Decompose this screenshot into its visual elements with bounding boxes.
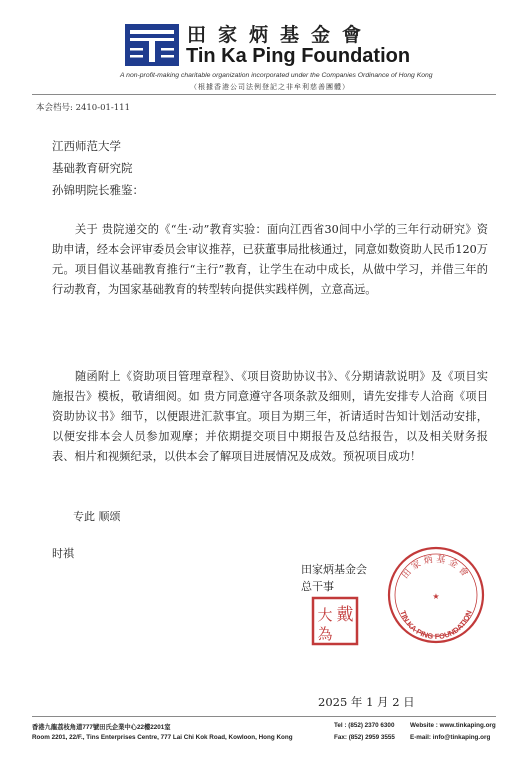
recipient-university: 江西师范大学 <box>52 139 121 153</box>
svg-text:TIN KA PING FOUNDATION: TIN KA PING FOUNDATION <box>398 609 474 642</box>
footer-email-link[interactable]: E-mail: info@tinkaping.org <box>410 734 491 741</box>
tagline-zh: （根據香港公司法例登記之非牟利慈善團體） <box>190 83 350 91</box>
foundation-name-zh: 田家炳基金會 <box>187 24 374 46</box>
foundation-logo-icon <box>125 24 179 66</box>
footer-tel: Tel : (852) 2370 6300 <box>334 722 395 729</box>
body-paragraph-2-text: 随函附上《资助项目管理章程》、《项目资助协议书》、《分期请款说明》及《项目实施报告》模板，敬请细阅。如 贵方同意遵守各项条款及细则，请先安排专人洽商《项目资助协议书》细节，以便跟进汇款事宜。项目为期三年，祈请适时告知计划活动安排，以便安排本会人员参加观摩；并依期提交项目中期报告及总结报告，以及相关财务报表、相片和视频纪录，以供本会了解项目进展情况及成效。预祝项目成功！ <box>52 370 488 463</box>
footer-divider <box>32 716 496 717</box>
header-divider <box>32 94 496 95</box>
svg-text:戴: 戴 <box>336 605 354 625</box>
footer-address-en: Room 2201, 22/F., Tins Enterprises Centre, 777 Lai Chi Kok Road, Kowloon, Hong Kong <box>32 734 293 741</box>
foundation-name-en: Tin Ka Ping Foundation <box>186 45 411 67</box>
body-paragraph-1 <box>52 220 488 300</box>
closing-wish: 时祺 <box>52 547 74 560</box>
letter-date: 2025 年 1 月 2 日 <box>318 695 415 709</box>
signature-title: 总干事 <box>301 580 334 593</box>
signature-org: 田家炳基金会 <box>301 563 367 576</box>
tagline-en: A non-profit-making charitable organization incorporated under the Companies Ordinance of Hong Kong <box>120 72 433 79</box>
svg-text:大: 大 <box>317 606 333 624</box>
personal-seal-stamp <box>311 596 359 646</box>
foundation-round-seal <box>385 544 487 646</box>
svg-text:為: 為 <box>317 625 333 643</box>
body-paragraph-1-text: 关于 贵院递交的《“生·动”教育实验：面向江西省30间中小学的三年行动研究》资助申请，经本会评审委员会审议推荐，已获董事局批核通过，同意如数资助人民币120万元。项目倡议基础教育推行“主行”教育，让学生在动中成长，从做中学习，并借三年的行动教育，为国家基础教育的转型转向提供实践样例，立意高远。 <box>52 223 488 296</box>
closing-greeting: 专此 顺颂 <box>73 510 121 523</box>
recipient-institute: 基础教育研究院 <box>52 161 133 175</box>
svg-text:田家炳基金會: 田家炳基金會 <box>400 554 472 582</box>
svg-text:★: ★ <box>432 592 440 601</box>
footer-address-zh: 香港九龍荔枝角道777號田氏企業中心22樓2201室 <box>32 724 171 731</box>
recipient-salutation: 孙锦明院长雅鉴： <box>52 183 144 197</box>
reference-number: 本会档号: 2410-01-111 <box>36 103 130 113</box>
footer-fax: Fax: (852) 2959 3555 <box>334 734 395 741</box>
body-paragraph-2 <box>52 367 488 467</box>
footer-website-link[interactable]: Website : www.tinkaping.org <box>410 722 496 729</box>
